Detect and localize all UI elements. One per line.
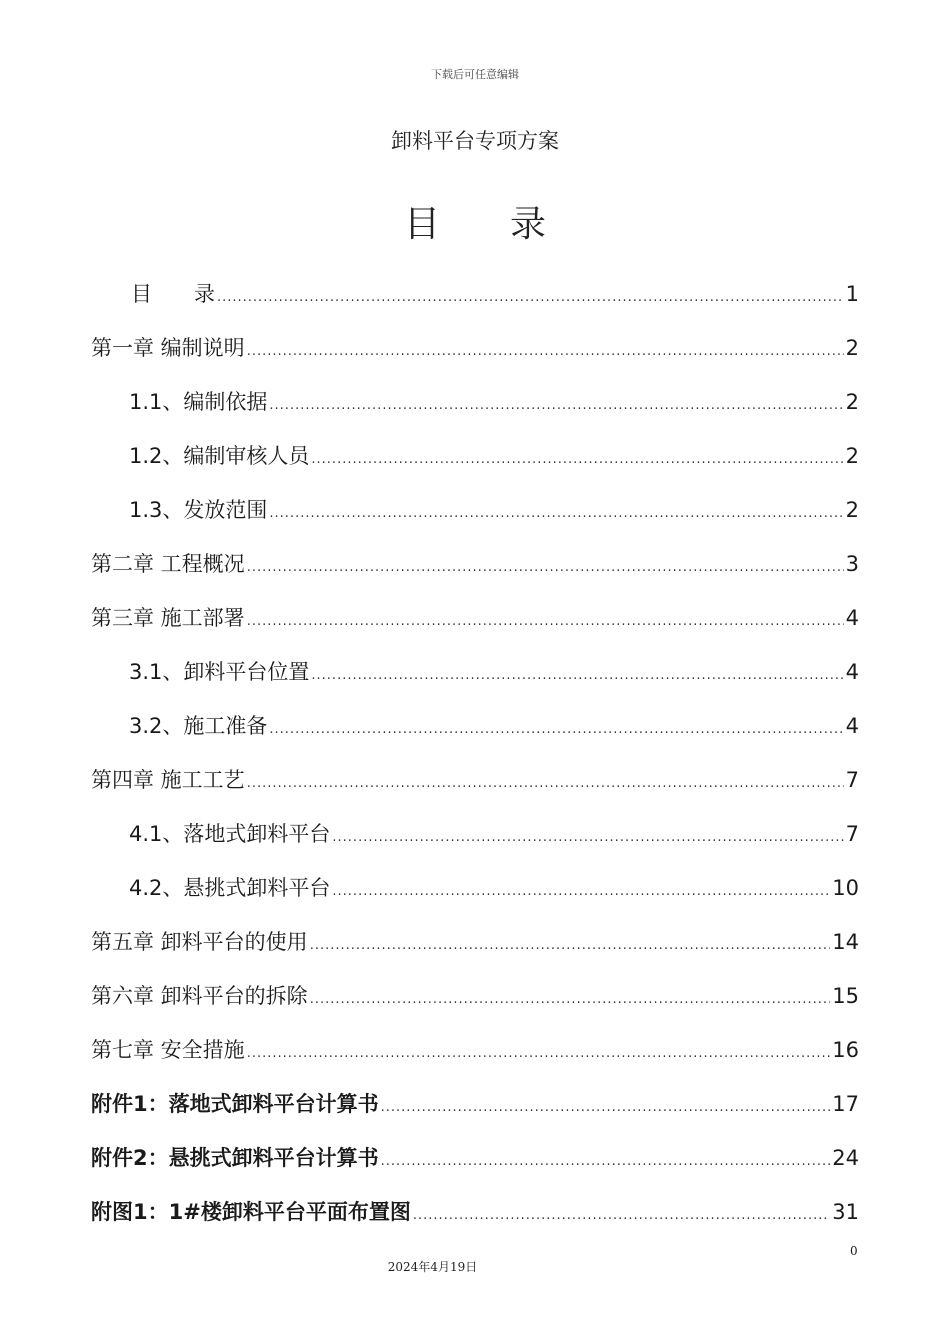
- toc-entry-label: 目 录: [131, 282, 215, 306]
- toc-heading-part1: 目: [403, 204, 440, 245]
- page-number: 0: [850, 1244, 858, 1258]
- toc-entry-page: 1: [845, 282, 859, 306]
- toc-entry[interactable]: [91, 1193, 859, 1247]
- toc-entry[interactable]: [91, 869, 859, 923]
- toc-entry-label: 4.2、悬挑式卸料平台: [129, 876, 331, 900]
- toc-entry[interactable]: [91, 329, 859, 383]
- toc-dot-leader: [413, 1193, 830, 1235]
- toc-entry[interactable]: [91, 275, 859, 329]
- toc-entry-page: 7: [845, 768, 859, 792]
- toc-entry[interactable]: [91, 1139, 859, 1193]
- toc-entry[interactable]: [91, 653, 859, 707]
- toc-entry-page: 4: [845, 714, 859, 738]
- toc-dot-leader: [247, 599, 844, 641]
- toc-dot-leader: [310, 923, 831, 965]
- toc-entry-label: 附件1：落地式卸料平台计算书: [91, 1092, 379, 1116]
- toc-entry-label: 3.1、卸料平台位置: [129, 660, 310, 684]
- toc-dot-leader: [247, 1031, 831, 1073]
- toc-entry-page: 24: [832, 1146, 859, 1170]
- table-of-contents: [91, 275, 859, 1247]
- toc-entry-page: 4: [845, 606, 859, 630]
- toc-dot-leader: [247, 545, 844, 587]
- toc-entry-page: 17: [832, 1092, 859, 1116]
- toc-entry[interactable]: [91, 437, 859, 491]
- toc-entry-label: 第一章 编制说明: [91, 336, 245, 360]
- footer-date: 2024年4月19日: [387, 1260, 478, 1274]
- toc-entry-page: 2: [845, 390, 859, 414]
- toc-dot-leader: [217, 275, 844, 317]
- toc-dot-leader: [381, 1085, 831, 1127]
- toc-entry-label: 第三章 施工部署: [91, 606, 245, 630]
- toc-entry-page: 2: [845, 444, 859, 468]
- toc-entry-label: 1.1、编制依据: [129, 390, 268, 414]
- document-title: 卸料平台专项方案: [391, 129, 559, 153]
- toc-dot-leader: [247, 329, 844, 371]
- toc-heading: [0, 196, 950, 247]
- toc-entry-page: 31: [832, 1200, 859, 1224]
- toc-entry-label: 第七章 安全措施: [91, 1038, 245, 1062]
- toc-entry-label: 附件2：悬挑式卸料平台计算书: [91, 1146, 379, 1170]
- toc-entry-label: 4.1、落地式卸料平台: [129, 822, 331, 846]
- toc-entry-page: 15: [832, 984, 859, 1008]
- toc-entry[interactable]: [91, 815, 859, 869]
- toc-entry-page: 7: [845, 822, 859, 846]
- toc-dot-leader: [269, 491, 843, 533]
- toc-entry-label: 3.2、施工准备: [129, 714, 268, 738]
- toc-heading-part2: 录: [510, 204, 547, 245]
- toc-dot-leader: [310, 977, 831, 1019]
- toc-entry-page: 3: [845, 552, 859, 576]
- toc-entry-page: 4: [845, 660, 859, 684]
- toc-entry[interactable]: [91, 383, 859, 437]
- toc-entry-label: 第二章 工程概况: [91, 552, 245, 576]
- toc-entry-label: 第五章 卸料平台的使用: [91, 930, 308, 954]
- toc-dot-leader: [269, 383, 843, 425]
- toc-entry[interactable]: [91, 545, 859, 599]
- toc-dot-leader: [332, 815, 843, 857]
- toc-entry-label: 1.3、发放范围: [129, 498, 268, 522]
- toc-entry-label: 1.2、编制审核人员: [129, 444, 310, 468]
- toc-dot-leader: [247, 761, 844, 803]
- toc-entry[interactable]: [91, 1085, 859, 1139]
- toc-dot-leader: [269, 707, 843, 749]
- toc-entry[interactable]: [91, 1031, 859, 1085]
- toc-entry-page: 2: [845, 336, 859, 360]
- toc-dot-leader: [381, 1139, 831, 1181]
- toc-entry[interactable]: [91, 977, 859, 1031]
- toc-dot-leader: [332, 869, 830, 911]
- toc-entry[interactable]: [91, 923, 859, 977]
- toc-entry-label: 第六章 卸料平台的拆除: [91, 984, 308, 1008]
- toc-entry-page: 16: [832, 1038, 859, 1062]
- toc-entry[interactable]: [91, 599, 859, 653]
- toc-dot-leader: [311, 653, 843, 695]
- toc-dot-leader: [311, 437, 843, 479]
- toc-entry-page: 2: [845, 498, 859, 522]
- toc-entry-label: 第四章 施工工艺: [91, 768, 245, 792]
- toc-entry[interactable]: [91, 491, 859, 545]
- toc-entry-page: 14: [832, 930, 859, 954]
- toc-entry[interactable]: [91, 761, 859, 815]
- toc-entry[interactable]: [91, 707, 859, 761]
- toc-entry-label: 附图1：1#楼卸料平台平面布置图: [91, 1200, 411, 1224]
- toc-entry-page: 10: [832, 876, 859, 900]
- header-note: 下载后可任意编辑: [431, 68, 519, 81]
